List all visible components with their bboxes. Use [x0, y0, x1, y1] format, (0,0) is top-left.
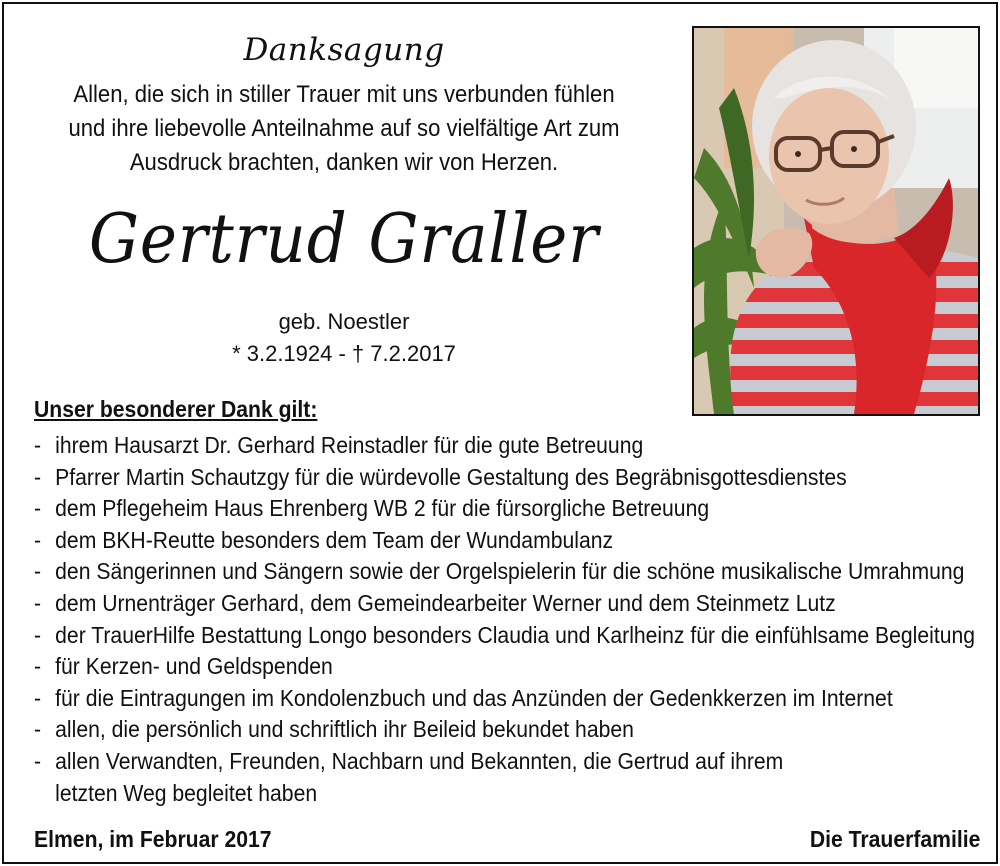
list-item: - dem Urnenträger Gerhard, dem Gemeindearbeiter Werner und dem Steinmetz Lutz	[34, 589, 836, 616]
list-item: - allen, die persönlich und schriftlich ihr Beileid bekundet haben	[34, 716, 634, 743]
portrait-illustration	[694, 28, 978, 414]
obituary-card	[2, 2, 998, 864]
list-item: - den Sängerinnen und Sängern sowie der Orgelspielerin für die schöne musikalische Umrahmung	[34, 558, 965, 585]
list-item: - für die Eintragungen im Kondolenzbuch und das Anzünden der Gedenkkerzen im Internet	[34, 684, 893, 711]
deceased-name: Gertrud Graller	[88, 200, 600, 279]
life-dates: * 3.2.1924 - † 7.2.2017	[232, 341, 456, 366]
list-item: - ihrem Hausarzt Dr. Gerhard Reinstadler für die gute Betreuung	[34, 432, 644, 458]
list-item: - allen Verwandten, Freunden, Nachbarn und Bekannten, die Gertrud auf ihrem letzten Weg begleitet haben	[34, 746, 963, 809]
signature: Die Trauerfamilie	[809, 826, 980, 852]
list-item: - der TrauerHilfe Bestattung Longo besonders Claudia und Karlheinz für die einfühlsame Begleitung	[34, 621, 976, 648]
intro-line: Allen, die sich in stiller Trauer mit uns verbunden fühlen	[73, 81, 615, 108]
intro-line: Ausdruck brachten, danken wir von Herzen.	[129, 149, 559, 176]
portrait-photo	[692, 26, 980, 416]
thanks-title: Unser besonderer Dank gilt:	[34, 396, 318, 422]
list-item: - Pfarrer Martin Schautzgy für die würdevolle Gestaltung des Begräbnisgottesdienstes	[34, 463, 847, 490]
intro-line: und ihre liebevolle Anteilnahme auf so vielfältige Art zum	[68, 115, 620, 142]
list-item: - dem BKH-Reutte besonders dem Team der Wundambulanz	[34, 526, 614, 553]
list-item: - für Kerzen- und Geldspenden	[34, 653, 333, 680]
list-item-continuation: letzten Weg begleitet haben	[55, 779, 318, 806]
birth-name: geb. Noestler	[278, 309, 410, 334]
intro-text	[50, 78, 639, 180]
heading: Danksagung	[243, 32, 445, 68]
thanks-list	[34, 430, 976, 809]
birth-info	[4, 306, 684, 370]
list-item: - dem Pflegeheim Haus Ehrenberg WB 2 für die fürsorgliche Betreuung	[34, 495, 710, 522]
place-date: Elmen, im Februar 2017	[34, 826, 272, 852]
